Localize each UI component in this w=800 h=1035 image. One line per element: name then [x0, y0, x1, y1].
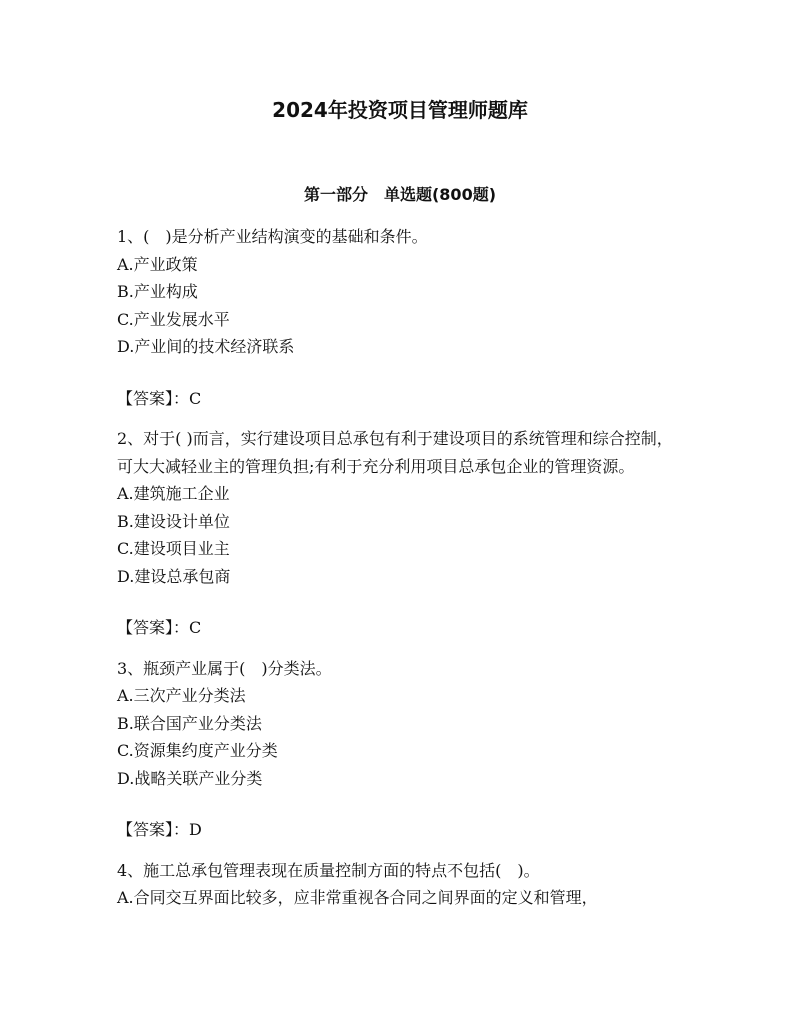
option-d: D.建设总承包商 — [117, 566, 231, 586]
answer-value: C — [189, 618, 202, 637]
option-a: A.合同交互界面比较多，应非常重视各合同之间界面的定义和管理， — [117, 888, 598, 907]
option-b: B.建设设计单位 — [117, 511, 230, 531]
option-a: A.三次产业分类法 — [117, 686, 246, 705]
option-c: C.产业发展水平 — [117, 309, 230, 329]
option-b: B.产业构成 — [117, 282, 198, 301]
answer-label: 【答案】： — [117, 820, 190, 839]
option-c: C.资源集约度产业分类 — [117, 741, 278, 760]
question-4 — [117, 857, 687, 912]
answer-line — [117, 816, 687, 844]
question-1 — [117, 223, 687, 412]
answer-label: 【答案】： — [117, 388, 190, 408]
question-text: 4、施工总承包管理表现在质量控制方面的特点不包括( )。 — [117, 860, 540, 880]
question-3 — [117, 655, 687, 844]
answer-label: 【答案】： — [117, 618, 190, 637]
option-a: A.建筑施工企业 — [117, 484, 230, 503]
answer-value: D — [189, 820, 202, 839]
question-list — [117, 223, 687, 912]
section-title: 第一部分 单选题(800题) — [303, 185, 497, 204]
option-a: A.产业政策 — [117, 254, 198, 274]
option-c: C.建设项目业主 — [117, 539, 230, 558]
option-d: D.战略关联产业分类 — [117, 768, 263, 788]
answer-line — [117, 614, 687, 642]
answer-line — [117, 385, 687, 413]
question-text: 3、瓶颈产业属于( )分类法。 — [117, 658, 332, 678]
question-2 — [117, 425, 687, 642]
document-title: 2024年投资项目管理师题库 — [272, 98, 528, 122]
answer-value: C — [189, 388, 202, 408]
option-d: D.产业间的技术经济联系 — [117, 337, 295, 356]
option-b: B.联合国产业分类法 — [117, 713, 262, 733]
question-text: 1、( )是分析产业结构演变的基础和条件。 — [117, 227, 428, 246]
question-text: 2、对于( )而言，实行建设项目总承包有利于建设项目的系统管理和综合控制，可大大减轻业主的管理负担;有利于充分利用项目总承包企业的管理资源。 — [117, 429, 673, 476]
